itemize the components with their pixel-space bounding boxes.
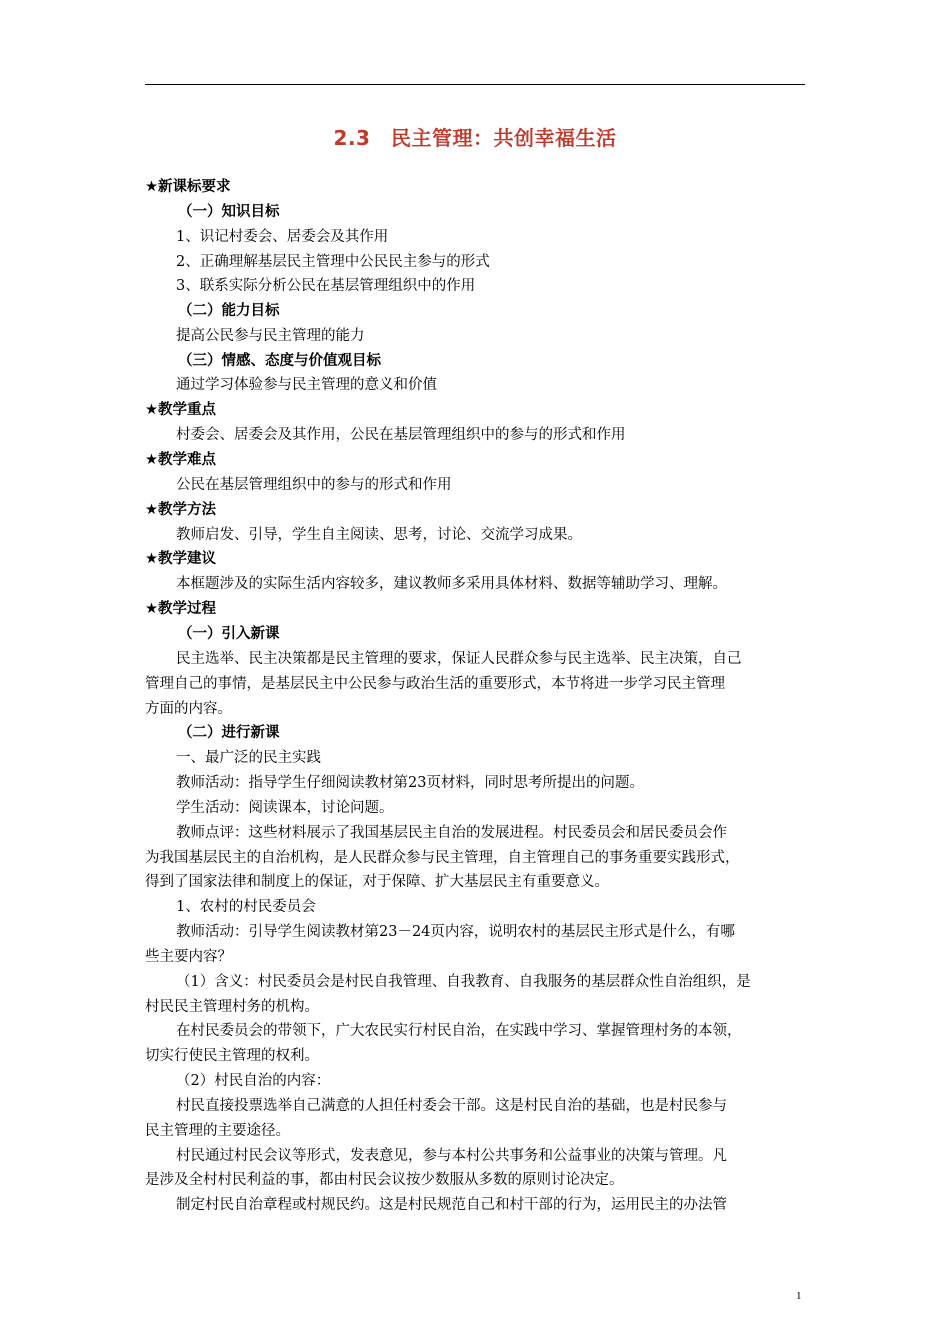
- section-heading: ★新课标要求: [145, 179, 231, 195]
- paragraph-line: 管理自己的事情，是基层民主中公民参与政治生活的重要形式，本节将进一步学习民主管理: [145, 676, 725, 692]
- paragraph-line: 村民直接投票选举自己满意的人担任村委会干部。这是村民自治的基础，也是村民参与: [176, 1098, 727, 1114]
- subsection-heading: （一）知识目标: [178, 204, 280, 220]
- header-rule: [145, 84, 805, 85]
- paragraph-line: 民主选举、民主决策都是民主管理的要求，保证人民群众参与民主选举、民主决策，自己: [176, 651, 742, 667]
- list-item: 3、联系实际分析公民在基层管理组织中的作用: [176, 278, 476, 294]
- subsection-heading: （二）进行新课: [178, 725, 280, 741]
- section-heading: ★教学方法: [145, 502, 216, 518]
- list-item: 1、识记村委会、居委会及其作用: [176, 229, 389, 245]
- paragraph-line: 公民在基层管理组织中的参与的形式和作用: [176, 477, 452, 493]
- paragraph-line: 些主要内容？: [145, 949, 232, 965]
- paragraph-line: 通过学习体验参与民主管理的意义和价值: [176, 377, 437, 393]
- paragraph-line: 得到了国家法律和制度上的保证，对于保障、扩大基层民主有重要意义。: [145, 874, 609, 890]
- paragraph-line: 教师启发、引导，学生自主阅读、思考，讨论、交流学习成果。: [176, 527, 582, 543]
- paragraph-line: 1、农村的村民委员会: [176, 899, 316, 915]
- paragraph-line: 一、最广泛的民主实践: [176, 750, 321, 766]
- paragraph-line: 为我国基层民主的自治机构，是人民群众参与民主管理，自主管理自己的事务重要实践形式，: [145, 850, 740, 866]
- section-heading: ★教学重点: [145, 402, 216, 418]
- section-heading: ★教学难点: [145, 452, 216, 468]
- subsection-heading: （二）能力目标: [178, 303, 280, 319]
- page-title: 2.3 民主管理：共创幸福生活: [333, 126, 617, 150]
- paragraph-line: 村民通过村民会议等形式，发表意见，参与本村公共事务和公益事业的决策与管理。凡: [176, 1148, 727, 1164]
- paragraph-line: 提高公民参与民主管理的能力: [176, 328, 365, 344]
- subsection-heading: （一）引入新课: [178, 626, 280, 642]
- paragraph-line: 方面的内容。: [145, 701, 232, 717]
- paragraph-line: 民主管理的主要途径。: [145, 1123, 290, 1139]
- section-heading: ★教学建议: [145, 551, 216, 567]
- paragraph-line: 村民民主管理村务的机构。: [145, 999, 319, 1015]
- page-number: 1: [796, 1290, 802, 1302]
- paragraph-line: 切实行使民主管理的权利。: [145, 1048, 319, 1064]
- list-item: 2、正确理解基层民主管理中公民民主参与的形式: [176, 254, 490, 270]
- paragraph-line: （2）村民自治的内容：: [176, 1073, 331, 1089]
- paragraph-line: 村委会、居委会及其作用，公民在基层管理组织中的参与的形式和作用: [176, 427, 626, 443]
- paragraph-line: 教师点评：这些材料展示了我国基层民主自治的发展进程。村民委员会和居民委员会作: [176, 825, 727, 841]
- paragraph-line: 制定村民自治章程或村规民约。这是村民规范自己和村干部的行为，运用民主的办法管: [176, 1197, 727, 1213]
- section-heading: ★教学过程: [145, 601, 216, 617]
- paragraph-line: （1）含义：村民委员会是村民自我管理、自我教育、自我服务的基层群众性自治组织，是: [176, 974, 751, 990]
- paragraph-line: 本框题涉及的实际生活内容较多，建议教师多采用具体材料、数据等辅助学习、理解。: [176, 576, 727, 592]
- paragraph-line: 在村民委员会的带领下，广大农民实行村民自治，在实践中学习、掌握管理村务的本领，: [176, 1023, 742, 1039]
- paragraph-line: 学生活动：阅读课本，讨论问题。: [176, 800, 394, 816]
- paragraph-line: 是涉及全村村民利益的事，都由村民会议按少数服从多数的原则讨论决定。: [145, 1172, 624, 1188]
- subsection-heading: （三）情感、态度与价值观目标: [178, 353, 381, 369]
- paragraph-line: 教师活动：指导学生仔细阅读教材第23页材料，同时思考所提出的问题。: [176, 775, 644, 791]
- paragraph-line: 教师活动：引导学生阅读教材第23－24页内容，说明农村的基层民主形式是什么，有哪: [176, 924, 735, 940]
